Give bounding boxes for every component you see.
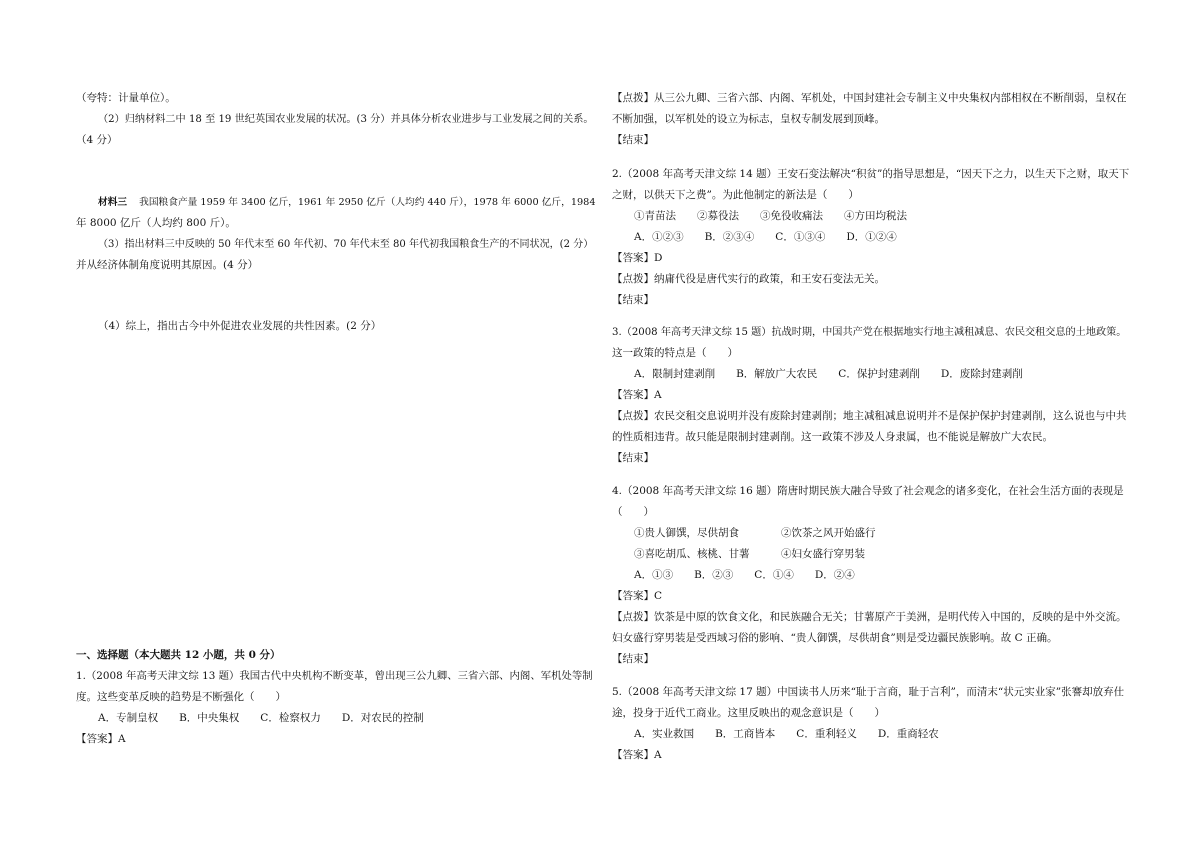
question-3-line-1: （3）指出材料三中反映的 50 年代末至 60 年代初、70 年代末至 80 年代初我国粮食生产的不同状况，(2 分） xyxy=(98,239,594,250)
q2-line-2: 之财，以供天下之费”。为此他制定的新法是（ ） xyxy=(612,189,859,201)
question-4: （4）综上，指出古今中外促进农业发展的共性因素。(2 分） xyxy=(98,320,382,332)
q2-items: ①青苗法 ②募役法 ③免役收痛法 ④方田均税法 xyxy=(634,210,907,222)
q1-end: 【结束】 xyxy=(612,134,654,146)
q3-end: 【结束】 xyxy=(612,452,654,464)
q4-items-2: ③喜吃胡瓜、核桃、甘薯 ④妇女盛行穿男装 xyxy=(634,548,865,560)
q1-hint-line-1: 【点拨】从三公九卿、三省六部、内阁、军机处，中国封建社会专制主义中央集权内部相权在不断削弱，皇权在 xyxy=(612,92,1127,104)
q5-options: A．实业救国 B．工商皆本 C．重利轻义 D．重商轻农 xyxy=(634,728,939,740)
mc-question-1-answer: 【答案】A xyxy=(76,733,126,745)
q2-line-1: 2.（2008 年高考天津文综 14 题）王安石变法解决“积贫”的指导思想是，“因天下之力，以生天下之财，取天下 xyxy=(612,168,1130,180)
material-3-line-1 xyxy=(76,192,596,213)
mc-question-1-options: A．专制皇权 B．中央集权 C．检察权力 D．对农民的控制 xyxy=(98,712,424,724)
q4-line-2: （ ） xyxy=(612,506,654,518)
unit-note: （夸特：计量单位）。 xyxy=(76,92,176,104)
material-3-line-2: 年 8000 亿斤（人均约 800 斤）。 xyxy=(76,217,236,229)
q4-options: A．①③ B．②③ C．①④ D．②④ xyxy=(634,569,855,581)
q2-hint: 【点拨】纳庸代役是唐代实行的政策，和王安石变法无关。 xyxy=(612,273,885,285)
q5-answer: 【答案】A xyxy=(612,749,662,761)
material-3-label: 材料三 xyxy=(98,197,128,208)
q4-items-1: ①贵人御馔，尽供胡食 ②饮茶之风开始盛行 xyxy=(634,527,876,539)
q3-line-2: 这一政策的特点是（ ） xyxy=(612,347,738,359)
material-3-text-1: 我国粮食产量 1959 年 3400 亿斤，1961 年 2950 亿斤（人均约 440 斤），1978 年 6000 亿斤，1984 xyxy=(139,197,596,208)
q3-hint-line-2: 的性质相违背。故只能是限制封建剥削。这一政策不涉及人身隶属，也不能说是解放广大农民。 xyxy=(612,431,1053,443)
q4-hint-line-1: 【点拨】饮茶是中原的饮食文化，和民族融合无关；甘薯原产于美洲，是明代传入中国的，反映的是中外交流。 xyxy=(612,611,1127,623)
q3-line-1: 3.（2008 年高考天津文综 15 题）抗战时期，中国共产党在根据地实行地主减租减息、农民交租交息的土地政策。 xyxy=(612,327,1127,338)
question-3-line-2: 并从经济体制角度说明其原因。(4 分） xyxy=(76,259,259,271)
q4-hint-line-2: 妇女盛行穿男装是受西域习俗的影响、“贵人御馔，尽供胡食”则是受边疆民族影响。故 C 正确。 xyxy=(612,632,1058,644)
q3-hint-line-1: 【点拨】农民交租交息说明并没有废除封建剥削；地主减租减息说明并不是保护保护封建剥削，这么说也与中共 xyxy=(612,410,1127,422)
q2-options: A．①②③ B．②③④ C．①③④ D．①②④ xyxy=(634,231,897,243)
section-title: 一、选择题（本大题共 12 小题，共 0 分） xyxy=(76,649,281,661)
q3-options: A．限制封建剥削 B．解放广大农民 C．保护封建剥削 D．废除封建剥削 xyxy=(634,368,1023,380)
q1-hint-line-2: 不断加强，以军机处的设立为标志，皇权专制发展到顶峰。 xyxy=(612,113,885,125)
q5-line-2: 途，投身于近代工商业。这里反映出的观念意识是（ ） xyxy=(612,707,885,719)
mc-question-1-line-2: 度。这些变革反映的趋势是不断强化（ ） xyxy=(76,691,286,703)
q2-answer: 【答案】D xyxy=(612,252,663,264)
q4-end: 【结束】 xyxy=(612,653,654,665)
question-2-line-2: （4 分） xyxy=(76,134,118,146)
q2-end: 【结束】 xyxy=(612,294,654,306)
question-2-line-1: （2）归纳材料二中 18 至 19 世纪英国农业发展的状况。(3 分）并具体分析农业进步与工业发展之间的关系。 xyxy=(98,114,594,125)
q4-line-1: 4.（2008 年高考天津文综 16 题）隋唐时期民族大融合导致了社会观念的诸多变化，在社会生活方面的表现是 xyxy=(612,485,1124,497)
q3-answer: 【答案】A xyxy=(612,389,662,401)
mc-question-1-line-1: 1.（2008 年高考天津文综 13 题）我国古代中央机构不断变革，曾出现三公九卿、三省六部、内阁、军机处等制 xyxy=(76,670,593,682)
q4-answer: 【答案】C xyxy=(612,590,663,602)
q5-line-1: 5.（2008 年高考天津文综 17 题）中国读书人历来“耻于言商，耻于言利”，而清末“状元实业家”张謇却放弃仕 xyxy=(612,686,1125,698)
